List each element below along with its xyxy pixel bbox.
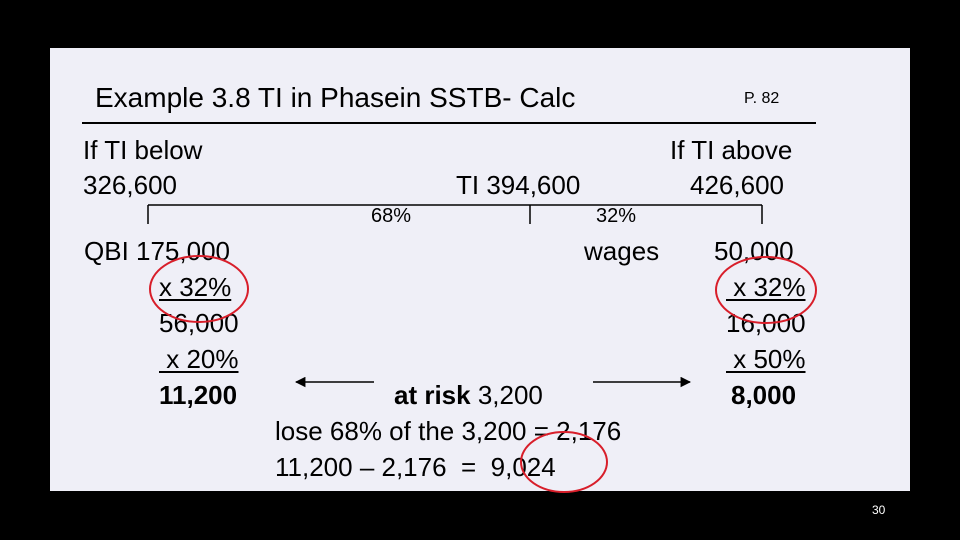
- percent-right: 32%: [596, 205, 637, 227]
- at-risk-value: 3,200: [470, 380, 543, 410]
- qbi-value: QBI 175,000: [84, 236, 230, 266]
- page-reference: P. 82: [744, 90, 780, 107]
- left-product: 56,000: [159, 308, 239, 338]
- slide-canvas: [50, 48, 910, 491]
- slide-title: Example 3.8 TI in Phasein SSTB- Calc: [95, 82, 576, 113]
- left-rate-32: x 32%: [159, 272, 232, 302]
- lose-line: lose 68% of the 3,200 = 2,176: [275, 416, 622, 446]
- right-rate-50: x 50%: [726, 344, 806, 374]
- percent-left: 68%: [371, 205, 412, 227]
- at-risk-label: at risk: [394, 380, 471, 410]
- right-header-line2: 426,600: [690, 170, 784, 200]
- left-rate-20: x 20%: [159, 344, 239, 374]
- right-header-line1: If TI above: [670, 135, 793, 165]
- ti-value: TI 394,600: [456, 170, 581, 200]
- left-header-line2: 326,600: [83, 170, 177, 200]
- left-result: 11,200: [159, 380, 238, 410]
- at-risk-line: [394, 382, 543, 408]
- right-rate-32: x 32%: [726, 272, 806, 302]
- wages-value: 50,000: [714, 236, 794, 266]
- left-header-line1: If TI below: [83, 135, 203, 165]
- final-line: 11,200 – 2,176 = 9,024: [275, 452, 556, 482]
- slide-number: 30: [872, 503, 886, 517]
- wages-label: wages: [584, 236, 660, 266]
- right-product: 16,000: [726, 308, 806, 338]
- right-result: 8,000: [731, 380, 797, 410]
- title-underline: [82, 122, 816, 124]
